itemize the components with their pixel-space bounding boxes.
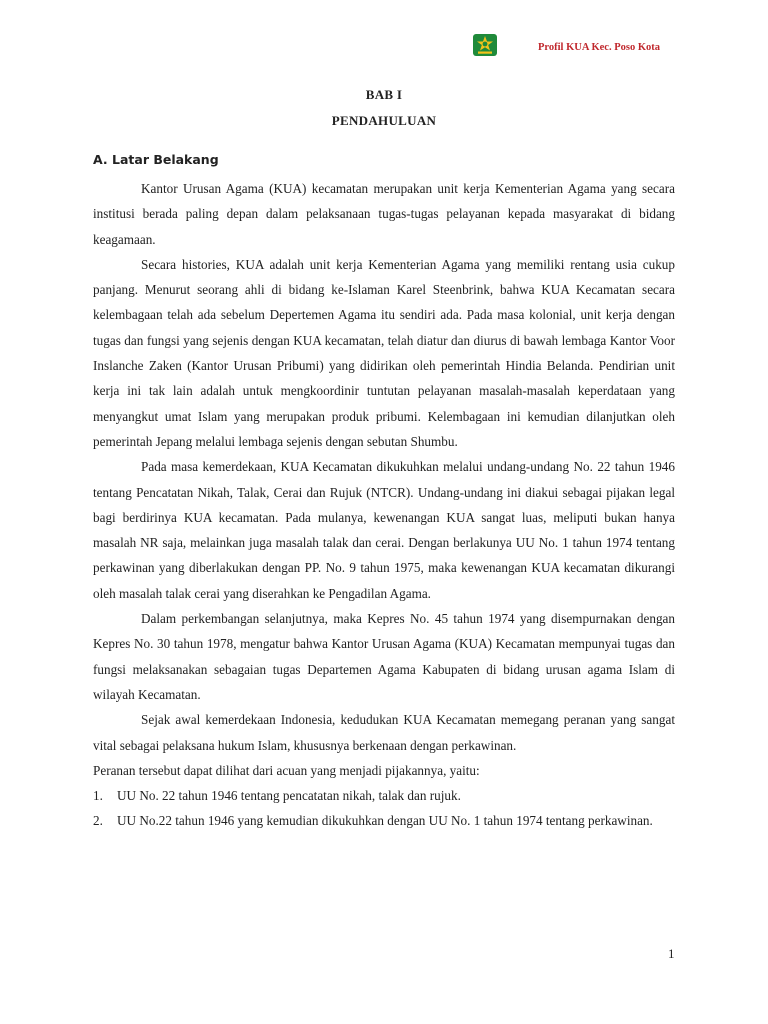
paragraph: Kantor Urusan Agama (KUA) kecamatan merupakan unit kerja Kementerian Agama yang secara institusi berada paling depan dalam pelaksanaan tugas-tugas pelayanan kepada masyarakat di bidang keagamaan. [93, 181, 675, 247]
paragraph: Pada masa kemerdekaan, KUA Kecamatan dikukuhkan melalui undang-undang No. 22 tahun 1946 tentang Pencatatan Nikah, Talak, Cerai dan Rujuk (NTCR). Undang-undang ini diakui sebagai pijakan legal bagi berdirinya KUA kecamatan. Pada mulanya, kewenangan KUA sangat luas, meliputi bukan hanya masalah NR saja, melainkan juga masalah talak dan cerai. Dengan berlakunya UU No. 1 tahun 1974 tentang perkawinan yang diberlakukan dengan PP. No. 9 tahun 1975, maka kewenangan KUA kecamatan dikurangi oleh masalah talak cerai yang diserahkan ke Pengadilan Agama. [93, 459, 675, 601]
paragraph: Secara histories, KUA adalah unit kerja Kementerian Agama yang memiliki rentang usia cukup panjang. Menurut seorang ahli di bidang ke-Islaman Karel Steenbrink, bahwa KUA Kecamatan secara kelembagaan telah ada sebelum Depertemen Agama itu sendiri ada. Pada masa kolonial, unit kerja dengan tugas dan fungsi yang sejenis dengan KUA kecamatan, telah diatur dan diurus di bawah lembaga Kantor Voor Inslanche Zaken (Kantor Urusan Pribumi) yang didirikan oleh pemerintah Hindia Belanda. Pendirian unit kerja ini tak lain adalah untuk mengkoordinir tuntutan pelayanan masalah-masalah keperdataan yang menyangkut umat Islam yang merupakan produk pribumi. Kelembagaan ini kemudian dilanjutkan oleh pemerintah Jepang melalui lembaga sejenis dengan sebutan Shumbu. [93, 256, 675, 449]
ministry-emblem-icon [472, 33, 498, 57]
chapter-title: PENDAHULUAN [331, 113, 437, 128]
body-text [93, 176, 675, 834]
chapter-number: BAB I [365, 87, 403, 102]
list-item [93, 783, 675, 808]
list-intro: Peranan tersebut dapat dilihat dari acuan yang menjadi pijakannya, yaitu: [93, 762, 480, 778]
section-heading: A. Latar Belakang [93, 152, 219, 167]
list-item [93, 808, 675, 833]
list-item-number: 2. [93, 813, 103, 829]
paragraph: Dalam perkembangan selanjutnya, maka Kepres No. 45 tahun 1974 yang disempurnakan dengan Kepres No. 30 tahun 1978, mengatur bahwa Kantor Urusan Agama (KUA) Kecamatan mempunyai tugas dan fungsi melaksanakan sebagaian tugas Departemen Agama Kabupaten di bidang urusan agama Islam di wilayah Kecamatan. [93, 611, 675, 702]
header-title: Profil KUA Kec. Poso Kota [538, 42, 660, 53]
paragraph: Sejak awal kemerdekaan Indonesia, kedudukan KUA Kecamatan memegang peranan yang sangat vital sebagai pelaksana hukum Islam, khususnya berkenaan dengan perkawinan. [93, 712, 675, 753]
list-item-text: UU No.22 tahun 1946 yang kemudian dikukuhkan dengan UU No. 1 tahun 1974 tentang perkawinan. [117, 813, 653, 829]
list-item-number: 1. [93, 788, 103, 804]
list-item-text: UU No. 22 tahun 1946 tentang pencatatan nikah, talak dan rujuk. [117, 788, 461, 804]
page-number: 1 [668, 946, 675, 961]
page-header [472, 33, 676, 59]
numbered-list [93, 783, 675, 834]
